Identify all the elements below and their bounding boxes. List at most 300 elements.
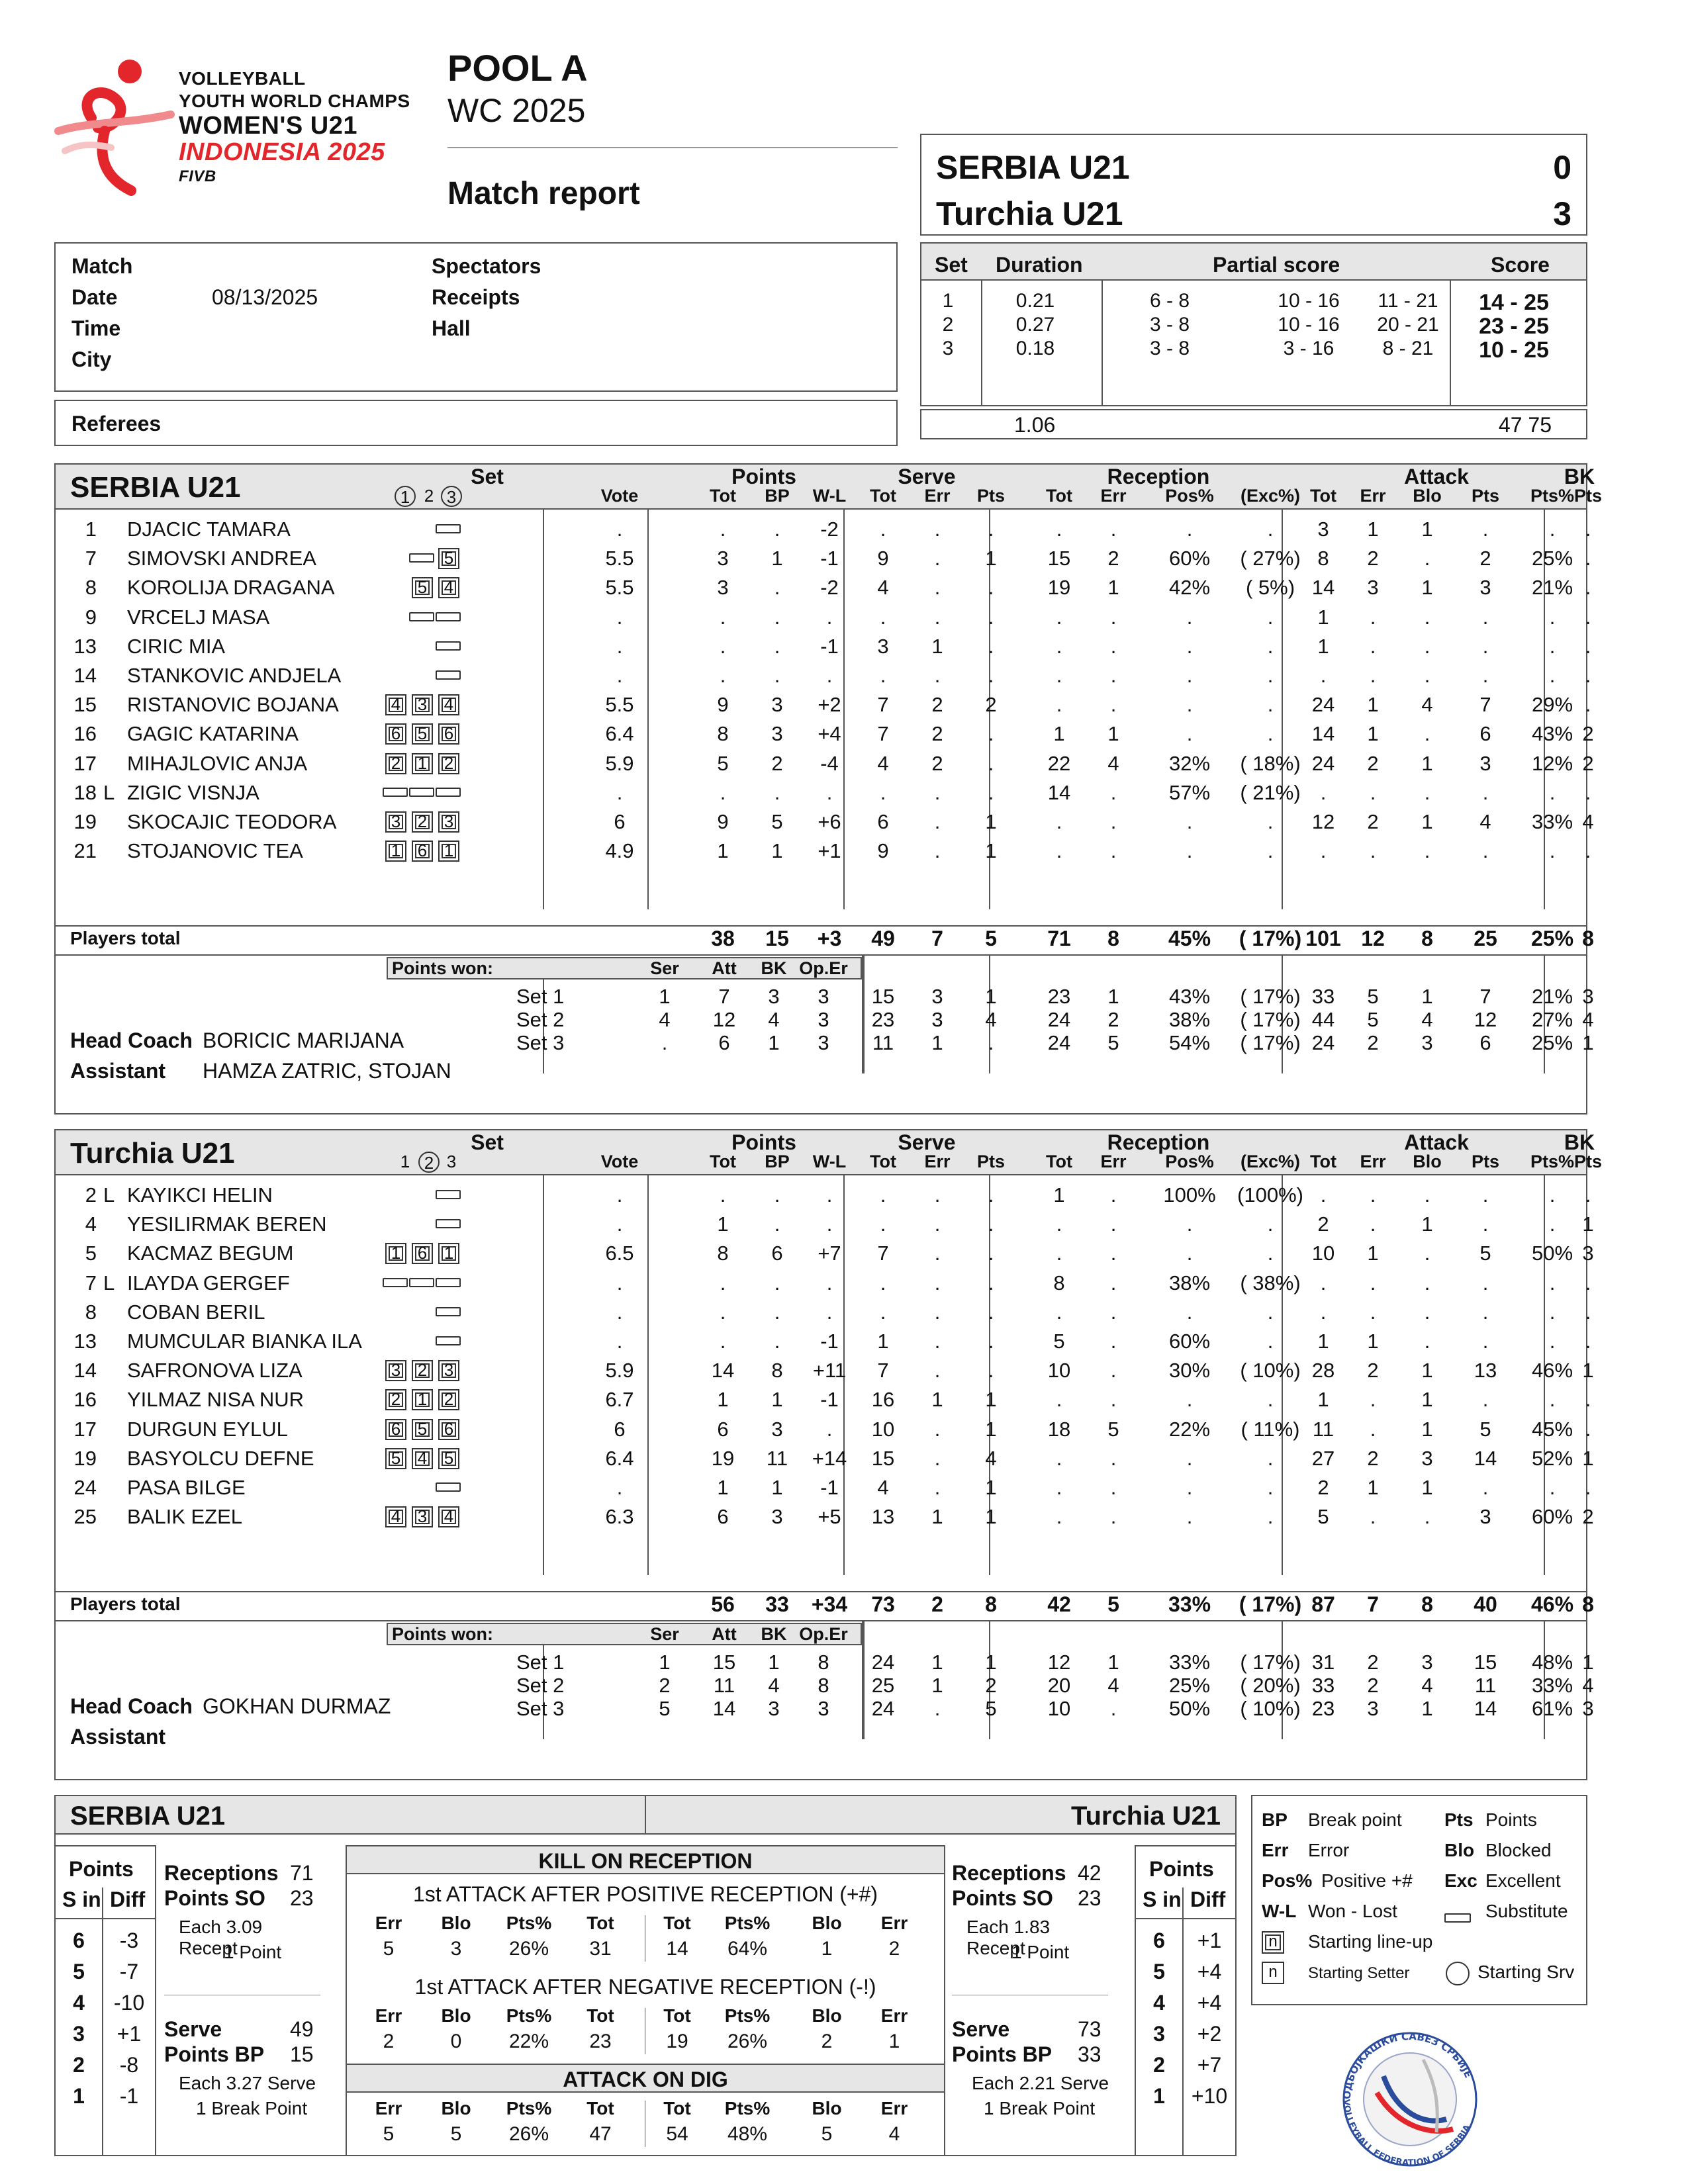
col-header-rtot: Tot [1046, 1152, 1072, 1171]
pos-attack-title: 1st ATTACK AFTER POSITIVE RECEPTION (+#) [412, 1882, 878, 1906]
teamB-stat-serr: . [934, 1330, 941, 1353]
teamB-stat-bp: 11 [766, 1446, 788, 1470]
sets-h-score: Score [1491, 253, 1550, 277]
set-points-oper: 3 [818, 1031, 829, 1054]
set-stat-spts: 2 [985, 1674, 997, 1697]
teamB-stat-rpos: . [1186, 1388, 1193, 1412]
legend-lineup-icon: n [1262, 1931, 1284, 1954]
teamB-total-spts: 8 [985, 1592, 997, 1616]
teamA-stat-bk: 2 [1582, 751, 1594, 775]
teamB-stat-atot: 1 [1317, 1388, 1329, 1412]
teamB-stat-apts: . [1482, 1300, 1489, 1324]
substitute-icon [436, 670, 461, 680]
set-points-att: 7 [718, 985, 730, 1008]
points-won-h-att: Att [712, 1624, 737, 1644]
set-stat-atot: 33 [1311, 985, 1335, 1008]
teamA-stat-bk: . [1585, 839, 1591, 863]
set-number-3: 3 [446, 1152, 457, 1171]
set-stat-rtot: 24 [1047, 1008, 1071, 1031]
teamB-stat-apts: . [1482, 1271, 1489, 1295]
teamB-stat-serr: . [934, 1271, 941, 1295]
teamB-stat-wl: . [826, 1212, 833, 1236]
teamA-stat-aerr: 2 [1367, 810, 1379, 833]
col-header-atot: Tot [1310, 486, 1336, 506]
teamA-stat-vote: . [616, 780, 623, 804]
teamB-stat-ptot: 14 [711, 1359, 735, 1383]
teamA-stat-serr: . [934, 605, 941, 629]
teamB-stat-rerr: . [1110, 1212, 1117, 1236]
lineup-position-box: 5 [385, 1448, 406, 1469]
teamA-stat-atot: . [1320, 780, 1327, 804]
teamA-player-name: STOJANOVIC TEA [127, 839, 303, 863]
teamB-stat-rtot: 8 [1053, 1271, 1065, 1295]
col-header-rpos: Pos% [1165, 1152, 1214, 1171]
dig-hdr-right: Err [880, 2098, 908, 2118]
set-stat-spts: 1 [985, 1651, 997, 1674]
teamA-stat-wl: +6 [818, 810, 841, 833]
set-points-bk: 4 [768, 1674, 780, 1697]
teamB-stat-ablo: 1 [1421, 1388, 1433, 1412]
teamA-stat-bp: . [774, 576, 780, 600]
teamA-stat-apct: 29% [1531, 693, 1573, 717]
teamA-stat-spts: . [988, 634, 994, 658]
legend-box [1251, 1795, 1587, 2005]
teamA-player-row [56, 574, 1591, 604]
set-row-score: 14 - 25 [1479, 290, 1549, 315]
teamB-stat-rtot: . [1056, 1446, 1062, 1470]
col-header-stot: Tot [870, 486, 896, 506]
teamA-stat-serr: 2 [931, 722, 943, 746]
teamB-stat-apct: 45% [1531, 1417, 1573, 1441]
set-stat-apts: 11 [1474, 1674, 1497, 1697]
teamA-stat-ptot: . [720, 780, 726, 804]
teamB-stat-apct: 50% [1531, 1242, 1573, 1265]
teamA-total-apct: 25% [1530, 927, 1574, 950]
lineup-position-box: 6 [385, 723, 406, 745]
teamB-stat-stot: 10 [871, 1417, 895, 1441]
legend-srv-circle-icon [1446, 1962, 1470, 1985]
lineup-position-box: 2 [385, 1389, 406, 1410]
teamA-stat-wl: -1 [820, 547, 839, 570]
teamA-stat-serr: 1 [931, 634, 943, 658]
teamA-stat-rerr: 2 [1107, 547, 1119, 570]
dig-title: ATTACK ON DIG [563, 2068, 728, 2091]
set-points-att: 12 [712, 1008, 736, 1031]
substitute-icon [436, 1190, 461, 1199]
teamB-stat-rpos: . [1186, 1505, 1193, 1529]
teamB-stat-stot: 16 [871, 1388, 895, 1412]
time-label: Time [71, 316, 121, 340]
teamA-player-row [56, 516, 1591, 545]
points-won-h-oper: Op.Er [799, 958, 848, 978]
set-stat-atot: 23 [1311, 1697, 1335, 1720]
col-header-rexc: (Exc%) [1240, 1152, 1301, 1171]
col-header-ptot: Tot [710, 1152, 736, 1171]
teamB-stat-rtot: . [1056, 1242, 1062, 1265]
points-won-label: Points won: [392, 1624, 493, 1644]
set-points-oper: 8 [818, 1651, 829, 1674]
set-points-ser: 1 [659, 985, 671, 1008]
teamA-player-name: KOROLIJA DRAGANA [127, 576, 335, 600]
col-header-serr: Err [924, 1152, 951, 1171]
left-each-serve: Each 3.27 Serve [179, 2073, 316, 2093]
set-stat-rexc: ( 20%) [1240, 1674, 1301, 1697]
teamA-stat-serr: 2 [931, 751, 943, 775]
teamA-stat-rpos: 57% [1168, 780, 1211, 804]
teamB-stat-wl: +14 [812, 1446, 847, 1470]
teamB-stat-ablo: . [1424, 1505, 1430, 1529]
teamB-stat-aerr: . [1370, 1183, 1376, 1206]
teamB-stat-rerr: . [1110, 1183, 1117, 1206]
teamA-stat-apts: . [1482, 605, 1489, 629]
right-sin-value: 5 [1153, 1960, 1165, 1983]
teamB-stat-vote: . [616, 1476, 623, 1499]
legend-pts-key: Pts [1444, 1809, 1474, 1830]
summary-team-a: SERBIA U21 [70, 1801, 226, 1831]
teamA-stat-stot: 3 [877, 634, 889, 658]
set-stat-atot: 24 [1311, 1031, 1335, 1054]
lineup-position-box: 3 [385, 1360, 406, 1381]
set-stat-ablo: 3 [1421, 1031, 1433, 1054]
legend-exc-key: Exc [1444, 1870, 1477, 1891]
teamA-player-number: 15 [73, 693, 97, 717]
teamB-stat-bk: . [1585, 1476, 1591, 1499]
left-each-recept: Each 3.09 Recept [179, 1917, 263, 1958]
teamB-stat-rtot: . [1056, 1476, 1062, 1499]
teamA-stat-bk: 2 [1582, 722, 1594, 746]
lineup-position-box: 1 [438, 1243, 459, 1264]
lineup-position-box: 6 [412, 841, 433, 862]
set-stat-bk: 3 [1582, 1697, 1594, 1720]
legend-pos-key: Pos% [1262, 1870, 1313, 1891]
set-stat-rtot: 20 [1047, 1674, 1071, 1697]
legend-pts-value: Points [1485, 1809, 1537, 1830]
pos-hdr-left: Pts% [506, 1913, 552, 1933]
teamA-stat-wl: . [826, 664, 833, 687]
set-stat-apct: 48% [1531, 1651, 1573, 1674]
set-row-p3: 8 - 21 [1382, 338, 1434, 359]
teamB-stat-rpos: . [1186, 1446, 1193, 1470]
teamB-stat-ptot: 8 [717, 1242, 729, 1265]
set-number-3: 3 [441, 486, 462, 507]
teamA-stat-aerr: 1 [1367, 693, 1379, 717]
teamB-stat-apct: . [1549, 1183, 1556, 1206]
federation-text-top: ОДБОЈКАШКИ САВЕЗ СРБИЈЕ [1340, 2030, 1475, 2100]
set-row-p2: 10 - 16 [1278, 314, 1340, 336]
teamA-player-name: MIHAJLOVIC ANJA [127, 751, 308, 775]
teamA-stat-ptot: . [720, 664, 726, 687]
points-won-h-bk: BK [761, 958, 787, 978]
teamB-stat-bp: . [774, 1212, 780, 1236]
teamA-stat-vote: 6.4 [605, 722, 634, 746]
set-stat-rtot: 24 [1047, 1031, 1071, 1054]
set-stat-rexc: ( 17%) [1240, 1031, 1301, 1054]
teamB-stat-bp: 6 [771, 1242, 783, 1265]
col-header-spts: Pts [976, 1152, 1006, 1171]
col-group-points: Points [731, 1130, 796, 1154]
set-stat-rexc: ( 10%) [1240, 1697, 1301, 1720]
total-divider-bottom [56, 954, 1586, 956]
set-stat-atot: 31 [1311, 1651, 1335, 1674]
substitute-icon [383, 788, 408, 797]
neg-val-left: 22% [508, 2030, 549, 2052]
teamB-stat-aerr: . [1370, 1505, 1376, 1529]
teamB-stat-rerr: . [1110, 1271, 1117, 1295]
teamB-stat-ptot: . [720, 1300, 726, 1324]
pos-hdr-left: Blo [441, 1913, 471, 1933]
right-so-value: 23 [1078, 1886, 1102, 1910]
col-header-spts: Pts [976, 486, 1006, 506]
teamB-stat-rexc: . [1267, 1505, 1274, 1529]
col-group-attack: Attack [1404, 465, 1469, 488]
teamA-stat-ptot: 3 [717, 547, 729, 570]
left-diff-value: -8 [119, 2053, 139, 2077]
col-header-ablo: Blo [1413, 486, 1442, 506]
neg-hdr-left: Pts% [506, 2005, 552, 2026]
teamB-stat-rexc: ( 38%) [1240, 1271, 1301, 1295]
left-sin-value: 4 [73, 1991, 85, 2015]
logo-line-4: INDONESIA 2025 [179, 138, 385, 166]
teamA-stat-rerr: . [1110, 810, 1117, 833]
teamB-total-bp: 33 [765, 1592, 789, 1616]
teamB-player-number: 14 [73, 1359, 97, 1383]
teamB-stat-wl: . [826, 1183, 833, 1206]
teamB-stat-ablo: . [1424, 1183, 1430, 1206]
teamB-stat-atot: . [1320, 1300, 1327, 1324]
teamB-stat-vote: . [616, 1271, 623, 1295]
substitute-icon [436, 1219, 461, 1228]
teamA-stat-bp: 1 [771, 547, 783, 570]
teamB-player-number: 7 [85, 1271, 97, 1295]
teamB-stat-ablo: . [1424, 1242, 1430, 1265]
teamB-stat-rtot: . [1056, 1300, 1062, 1324]
teamB-stat-rerr: . [1110, 1242, 1117, 1265]
teamB-stat-stot: . [880, 1271, 886, 1295]
date-value: 08/13/2025 [212, 285, 318, 309]
teamA-stat-wl: -2 [820, 518, 839, 541]
teamA-stat-rtot: . [1056, 810, 1062, 833]
points-won-h-bk: BK [761, 1624, 787, 1644]
total-points: 47 75 [1498, 413, 1552, 437]
points-won-h-ser: Ser [650, 1624, 679, 1644]
set-label: Set 1 [516, 985, 565, 1008]
teamA-stat-apct: 43% [1531, 722, 1573, 746]
substitute-icon [436, 641, 461, 651]
dig-val-left: 5 [450, 2123, 462, 2145]
lineup-position-box: 2 [412, 1360, 433, 1381]
teamB-stat-ptot: 1 [717, 1388, 729, 1412]
teamB-stat-rpos: 60% [1168, 1330, 1211, 1353]
neg-val-right: 19 [666, 2030, 688, 2052]
set-stat-rerr: 4 [1107, 1674, 1119, 1697]
set-row-p2: 10 - 16 [1278, 290, 1340, 312]
left-sin-value: 6 [73, 1929, 85, 1952]
teamA-stat-stot: 9 [877, 839, 889, 863]
left-sin-value: 3 [73, 2022, 85, 2046]
teamB-stat-apts: . [1482, 1476, 1489, 1499]
teamA-stat-apts: . [1482, 634, 1489, 658]
teamA-stat-bk: . [1585, 634, 1591, 658]
legend-err-key: Err [1262, 1840, 1289, 1860]
lineup-position-box: 5 [412, 723, 433, 745]
team-b-stats-table [54, 1129, 1603, 1780]
teamA-stat-serr: . [934, 664, 941, 687]
teamB-stat-spts: 4 [985, 1446, 997, 1470]
teamA-total-label: Players total [70, 928, 181, 948]
legend-substitute-value: Substitute [1485, 1901, 1568, 1921]
left-sin-value: 2 [73, 2053, 85, 2077]
teamB-stat-rexc: . [1267, 1242, 1274, 1265]
col-group-bk: BK [1564, 1130, 1595, 1154]
teamA-stat-rexc: ( 27%) [1240, 547, 1301, 570]
pos-hdr-right: Tot [663, 1913, 691, 1933]
set-stat-stot: 23 [871, 1008, 895, 1031]
right-sin-value: 1 [1153, 2084, 1165, 2108]
pos-val-left: 31 [589, 1938, 612, 1960]
teamB-player-row [56, 1328, 1591, 1357]
lineup-position-box: 4 [438, 577, 459, 598]
teamB-stat-atot: 2 [1317, 1476, 1329, 1499]
teamB-stat-spts: . [988, 1183, 994, 1206]
neg-hdr-right: Tot [663, 2005, 691, 2026]
teamB-player-row [56, 1182, 1591, 1211]
teamB-stat-stot: . [880, 1183, 886, 1206]
teamB-stat-serr: . [934, 1476, 941, 1499]
left-so-value: 23 [290, 1886, 314, 1910]
right-points-title: Points [1149, 1857, 1214, 1881]
teamB-stat-spts: . [988, 1212, 994, 1236]
right-rec-label: Receptions [952, 1861, 1066, 1885]
city-label: City [71, 347, 112, 371]
total-divider-bottom [56, 1620, 1586, 1621]
right-diff-value: +1 [1197, 1929, 1222, 1952]
teamB-stat-rexc: ( 11%) [1241, 1417, 1300, 1441]
teamA-stat-atot: 14 [1311, 722, 1335, 746]
teamA-stat-rpos: . [1186, 605, 1193, 629]
left-diff-value: -3 [119, 1929, 139, 1952]
teamB-stat-rexc: . [1267, 1330, 1274, 1353]
teamB-total-aerr: 7 [1367, 1592, 1379, 1616]
teamA-stat-ablo: 1 [1421, 518, 1433, 541]
teamA-stat-apct: . [1549, 634, 1556, 658]
teamA-player-number: 18 [73, 780, 97, 804]
set-stat-aerr: 3 [1367, 1697, 1379, 1720]
teamB-stat-vote: 5.9 [605, 1359, 634, 1383]
teamA-stat-serr: . [934, 780, 941, 804]
logo-line-1: VOLLEYBALL [179, 68, 306, 89]
teamB-stat-wl: -1 [820, 1476, 839, 1499]
teamB-stat-apct: . [1549, 1476, 1556, 1499]
substitute-icon [436, 1336, 461, 1345]
set-label: Set 1 [516, 1651, 565, 1674]
teamA-stat-vote: 6 [614, 810, 626, 833]
teamA-stat-wl: -1 [820, 634, 839, 658]
teamA-stat-atot: . [1320, 664, 1327, 687]
teamA-stat-stot: 6 [877, 810, 889, 833]
teamB-stat-aerr: . [1370, 1388, 1376, 1412]
teamA-player-name: VRCELJ MASA [127, 605, 270, 629]
teamB-player-row [56, 1387, 1591, 1416]
set-points-ser: . [661, 1031, 668, 1054]
teamB-stat-atot: 28 [1311, 1359, 1335, 1383]
teamA-stat-ptot: 9 [717, 810, 729, 833]
teamB-stat-vote: 6.7 [605, 1388, 634, 1412]
teamA-stat-atot: 24 [1311, 693, 1335, 717]
teamB-stat-aerr: . [1370, 1212, 1376, 1236]
teamA-stat-rerr: . [1110, 693, 1117, 717]
col-header-vote: Vote [600, 486, 639, 506]
teamA-stat-ablo: . [1424, 839, 1430, 863]
col-group-set: Set [471, 465, 504, 488]
substitute-icon [436, 1278, 461, 1287]
teamA-stat-bp: . [774, 518, 780, 541]
set-stat-spts: . [988, 1031, 994, 1054]
teamA-stat-spts: 2 [985, 693, 997, 717]
legend-srv-value: Starting Srv [1477, 1962, 1575, 1982]
teamA-stat-atot: 14 [1311, 576, 1335, 600]
teamA-player-name: RISTANOVIC BOJANA [127, 693, 339, 717]
set-stat-stot: 11 [872, 1031, 894, 1054]
final-score-box [920, 134, 1587, 236]
teamB-stat-ablo: 1 [1421, 1212, 1433, 1236]
set-points-bk: 1 [768, 1031, 780, 1054]
teamB-stat-bp: 1 [771, 1476, 783, 1499]
lineup-position-box: 1 [412, 753, 433, 774]
teamA-stat-rtot: . [1056, 634, 1062, 658]
teamA-stat-aerr: 1 [1367, 518, 1379, 541]
substitute-icon [409, 1278, 434, 1287]
teamB-total-stot: 73 [871, 1592, 895, 1616]
teamA-player-number: 1 [85, 518, 97, 541]
teamB-stat-wl: . [826, 1271, 833, 1295]
teamB-stat-apct: . [1549, 1271, 1556, 1295]
set-stat-bk: 4 [1582, 1008, 1594, 1031]
teamA-stat-apct: . [1549, 518, 1556, 541]
teamB-stat-apts: . [1482, 1212, 1489, 1236]
right-sin-value: 2 [1153, 2053, 1165, 2077]
set-stat-spts: 5 [985, 1697, 997, 1720]
teamA-total-ablo: 8 [1421, 927, 1433, 950]
teamA-stat-ablo: 1 [1421, 576, 1433, 600]
federation-text-bottom: VOLLEYBALL FEDERATION OF SERBIA [1340, 2099, 1473, 2169]
teamB-player-number: 19 [73, 1446, 97, 1470]
col-header-atot: Tot [1310, 1152, 1336, 1171]
right-each-point: 1 Point [1011, 1942, 1070, 1962]
teamB-stat-serr: 1 [931, 1505, 943, 1529]
teamA-stat-spts: 1 [985, 810, 997, 833]
neg-hdr-right: Err [880, 2005, 908, 2026]
teamB-stat-apts: 13 [1474, 1359, 1497, 1383]
teamA-player-row [56, 692, 1591, 721]
set-stat-stot: 25 [871, 1674, 895, 1697]
teamA-player-number: 21 [73, 839, 97, 863]
teamB-player-name: YILMAZ NISA NUR [127, 1388, 304, 1412]
teamA-stat-aerr: 3 [1367, 576, 1379, 600]
team-a-stats-table [54, 463, 1603, 1115]
teamA-stat-stot: 4 [877, 751, 889, 775]
set-stat-rpos: 38% [1168, 1008, 1211, 1031]
set-points-att: 14 [712, 1697, 736, 1720]
teamA-stat-rtot: . [1056, 693, 1062, 717]
teamA-player-row [56, 751, 1594, 780]
set-row-set: 2 [942, 314, 954, 336]
teamB-stat-rexc: . [1267, 1212, 1274, 1236]
teamB-stat-rerr: 5 [1107, 1417, 1119, 1441]
teamA-stat-apct: 33% [1531, 810, 1573, 833]
teamA-stat-apts: . [1482, 664, 1489, 687]
lineup-position-box: 5 [412, 577, 433, 598]
teamB-total-serr: 2 [931, 1592, 943, 1616]
